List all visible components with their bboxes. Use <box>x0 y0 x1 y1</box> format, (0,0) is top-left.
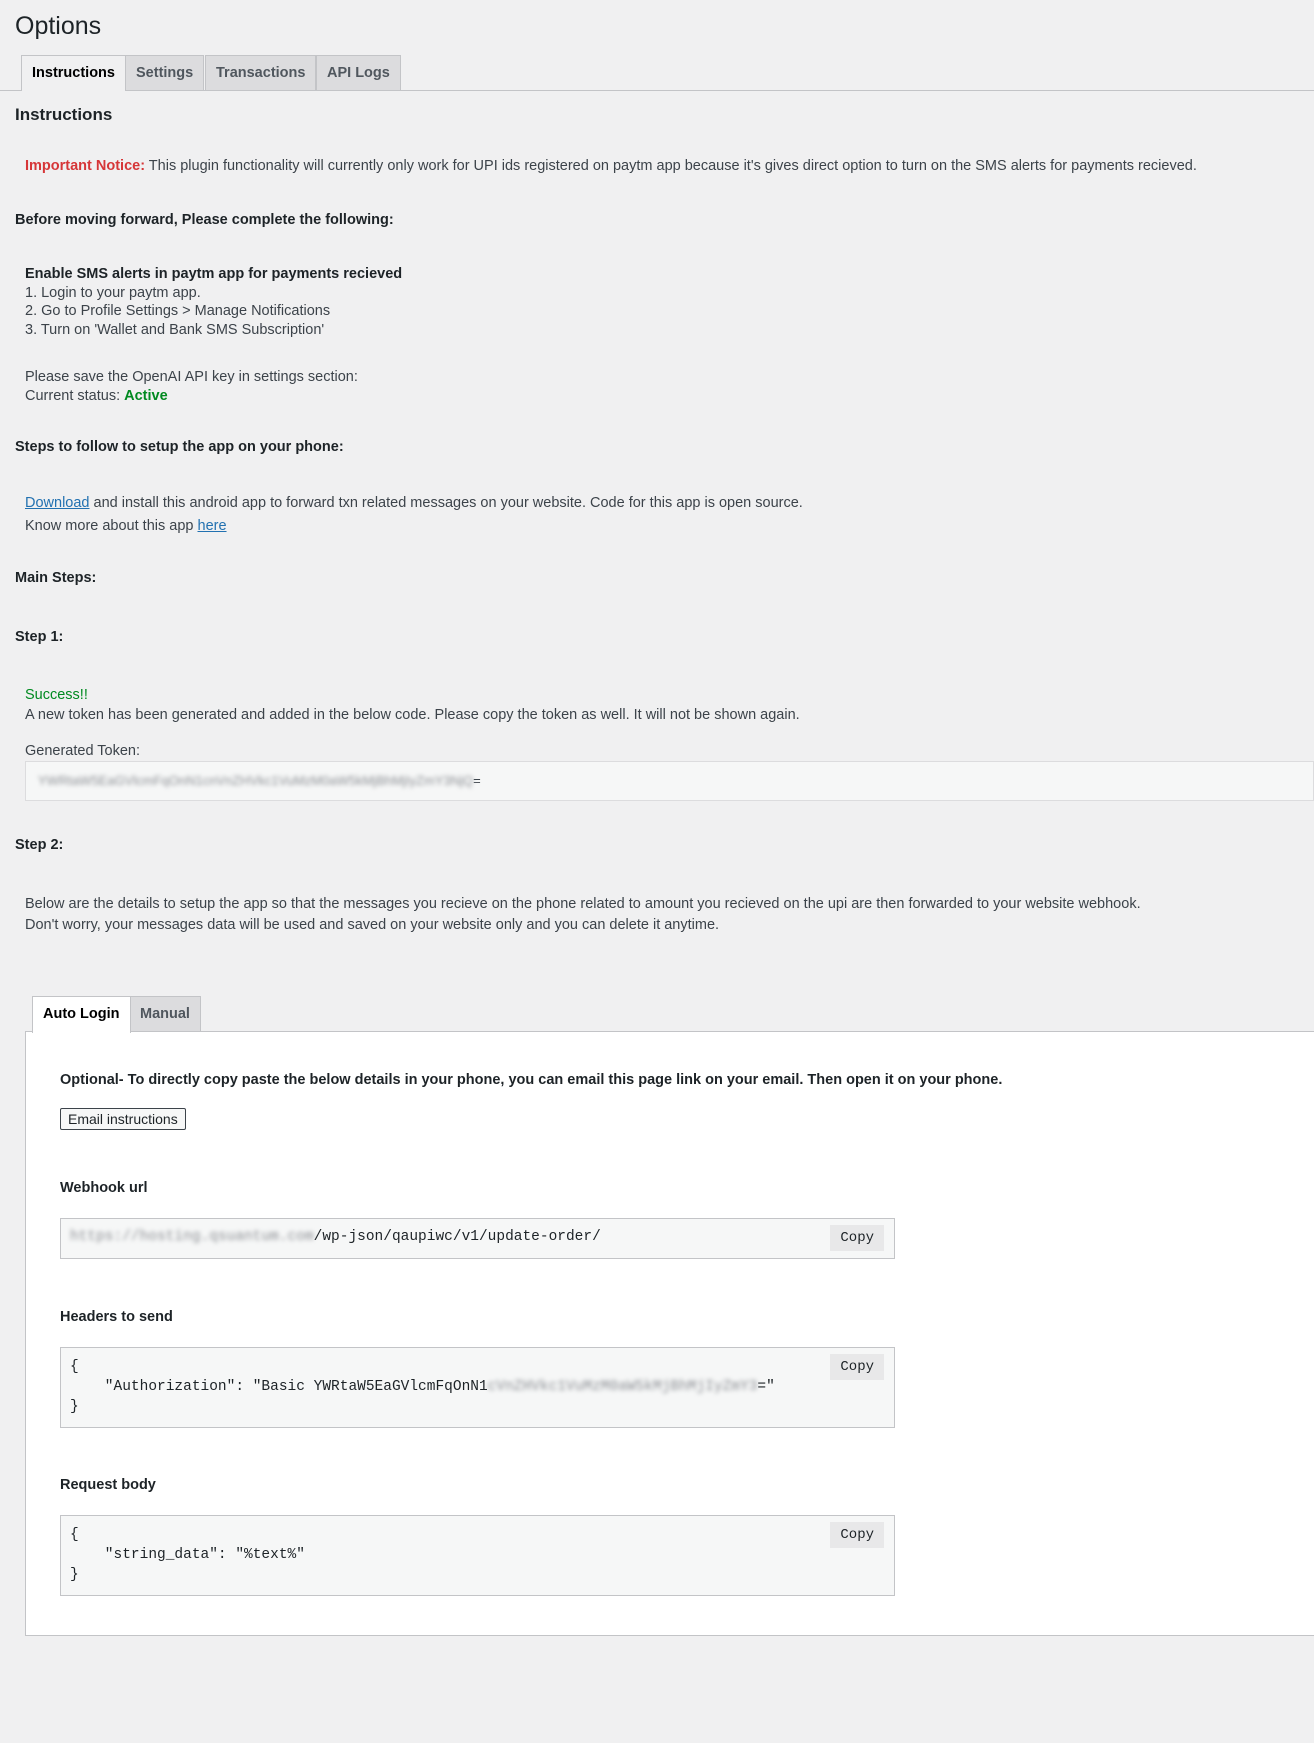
body-close: } <box>70 1567 79 1583</box>
sms-step: 3. Turn on 'Wallet and Bank SMS Subscription' <box>25 321 325 338</box>
download-info <box>25 492 803 538</box>
token-blurred: YWRtaW5EaGVlcmFqOnN1cnVnZHVkc1VuMzM0aW5kMjBhMjIyZmY3NjQ <box>38 773 474 788</box>
openai-line: Please save the OpenAI API key in settings section: <box>25 369 358 385</box>
request-body-box[interactable] <box>60 1515 895 1596</box>
tab-settings[interactable]: Settings <box>125 55 204 90</box>
headers-box[interactable] <box>60 1347 895 1428</box>
webhook-label: Webhook url <box>60 1180 148 1196</box>
important-notice <box>25 158 1197 174</box>
token-message: A new token has been generated and added in the below code. Please copy the token as well. It will not be shown again. <box>25 707 800 723</box>
sms-step: 2. Go to Profile Settings > Manage Notifications <box>25 303 331 319</box>
step2-description <box>25 894 1141 936</box>
page-title: Options <box>15 12 102 40</box>
success-message: Success!! <box>25 687 88 703</box>
body-line: "string_data": "%text%" <box>70 1547 305 1563</box>
copy-webhook-button[interactable]: Copy <box>830 1225 884 1251</box>
sms-instructions <box>25 265 402 339</box>
token-end: = <box>473 773 481 788</box>
email-instructions-button[interactable]: Email instructions <box>60 1108 186 1130</box>
tab-instructions[interactable]: Instructions <box>21 55 126 91</box>
optional-text: Optional- To directly copy paste the below details in your phone, you can email this page link on your email. Then open it on your phone. <box>60 1072 1003 1088</box>
step2-heading: Step 2: <box>15 837 64 853</box>
step2-line: Below are the details to setup the app so that the messages you recieve on the phone related to amount you recieved on the upi are then forwarded to your website webhook. <box>25 896 1141 912</box>
tab-transactions[interactable]: Transactions <box>205 55 316 90</box>
before-heading: Before moving forward, Please complete the following: <box>15 212 394 228</box>
webhook-url-box[interactable] <box>60 1218 895 1259</box>
notice-label: Important Notice: <box>25 158 146 174</box>
nav-tabs <box>0 55 1314 91</box>
webhook-path: /wp-json/qaupiwc/v1/update-order/ <box>313 1229 601 1245</box>
body-open: { <box>70 1527 79 1543</box>
download-link[interactable]: Download <box>25 495 90 511</box>
webhook-host-blurred: https://hosting.qsuantum.com <box>70 1229 314 1245</box>
tab-manual[interactable]: Manual <box>129 996 201 1032</box>
status-label: Current status: <box>25 387 125 404</box>
sms-step: 1. Login to your paytm app. <box>25 284 201 301</box>
headers-auth-prefix: "Authorization": "Basic YWRtaW5EaGVlcmFqOnN1 <box>70 1379 488 1395</box>
step1-heading: Step 1: <box>15 629 64 645</box>
headers-open: { <box>70 1359 79 1375</box>
headers-auth-suffix: =" <box>757 1379 775 1395</box>
request-body-label: Request body <box>60 1477 156 1493</box>
copy-headers-button[interactable]: Copy <box>830 1354 884 1380</box>
tab-api-logs[interactable]: API Logs <box>316 55 401 90</box>
know-more-text: Know more about this app <box>25 518 198 534</box>
main-steps-heading: Main Steps: <box>15 570 97 586</box>
sms-title: Enable SMS alerts in paytm app for payments recieved <box>25 266 403 282</box>
headers-close: } <box>70 1399 79 1415</box>
here-link[interactable]: here <box>197 518 227 534</box>
headers-auth-blurred: cVnZHVkc1VuMzM0aW5kMjBhMjIyZmY3 <box>487 1379 758 1395</box>
step2-line: Don't worry, your messages data will be used and saved on your website only and you can delete it anytime. <box>25 917 720 933</box>
headers-label: Headers to send <box>60 1309 173 1325</box>
copy-body-button[interactable]: Copy <box>830 1522 884 1548</box>
steps-heading: Steps to follow to setup the app on your phone: <box>15 439 344 455</box>
openai-status <box>25 368 358 405</box>
status-badge: Active <box>124 387 168 404</box>
download-text: and install this android app to forward txn related messages on your website. Code for this app is open source. <box>89 495 803 511</box>
section-title: Instructions <box>15 105 113 124</box>
tab-auto-login[interactable]: Auto Login <box>32 996 131 1033</box>
token-label: Generated Token: <box>25 743 141 759</box>
notice-text: This plugin functionality will currently only work for UPI ids registered on paytm app because it's gives direct option to turn on the SMS alerts for payments recieved. <box>145 158 1197 174</box>
generated-token-field[interactable] <box>25 761 1314 801</box>
